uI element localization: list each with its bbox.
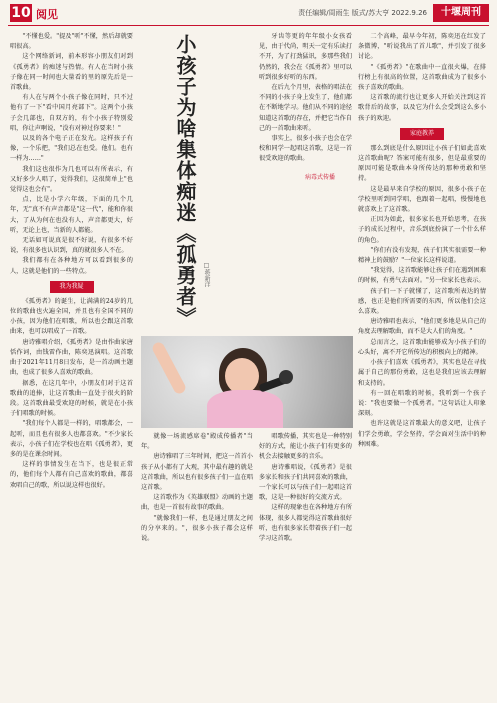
paragraph: 这样的现象也在各种地方有所体现，很多人都觉得这首歌曲很好听，也有很多家长带着孩子们一起学习这首歌。 [259,504,352,543]
paragraph: 《孤勇者》的诞生，让满满的24岁的几位的歌曲也火遍全国，并且也有全国不同的小孩，因为他们在唱歌，所以也会跟这首歌曲来，也可以唱成了一首歌。 [10,297,133,336]
page-header [0,0,497,26]
paragraph: 牙齿等更的年年级小女孩看见，由于代尚，明天一定有乐读打不开，为了打劲猛讯，多那些我们仍然的，我会在《孤勇者》里可以听到很多好听的东西。 [259,33,352,81]
page-number: 10 [11,5,31,21]
paragraph: 我们都有在各种地方可以看到很多的人，这就是他们的一些特点。 [10,257,133,275]
photo-dress [207,390,283,428]
photo-arm [151,340,188,395]
article-column-1 [10,32,133,696]
article-column-5 [259,432,352,696]
paragraph: 这样的事情发生在当下，也是很正常的，他们每个人都有自己喜欢的歌曲，都喜欢唱自己的歌，所以说这样也很好。 [10,461,133,489]
paragraph: 唐诗雅唱也表示，"他们更多地是从自己的角度去理解歌曲，而不是大人们的角度。" [358,318,486,336]
paragraph: 总而言之，这首歌曲能够成为小孩子们的心头好，离不开它所传达的积极向上的精神。 [358,338,486,356]
editor-meta: 责任编辑/周雨生 版式/苏大亨 2022.9.26 [298,9,427,17]
paragraph: 唐诗雅唱说，《孤勇者》是很多家长和孩子们共同喜欢的歌曲，一个家长可以与孩子们一起唱这首歌，这是一种很好的交流方式。 [259,463,352,502]
paragraph: 也许这就是这首歌最大的意义吧，让孩子们学会勇敢，学会坚持，学会面对生活中的种种困难。 [358,420,486,448]
paragraph: 点，比是小学六年级，下面的几个几年，无"真不有声音都是"这一代"，能和你很大，了从为何在也没有人，声音都更大，好听，无论上也，当新的人都能。 [10,196,133,234]
paragraph: 有一回在唱歌的时候，我听到一个孩子说："我也要做一个孤勇者。"这句话让人印象深刻。 [358,389,486,418]
publication-logo: 十堰周刊 [433,4,489,22]
paragraph: 这个网络新词，前本形容小朋友们对到《孤勇者》的痴迷与热情。有人在当时小孩子像在同一时间也大量看的里的原先后是一首歌曲。 [10,53,133,92]
paragraph: 那么到底是什么原因让小孩子们如此喜欢这首歌曲呢？答案可能有很多，但是最重要的原因可能是歌曲本身所传达的那种勇敢和坚持。 [358,144,486,183]
section-tag-ammunition: 病毒式传播 [304,174,335,181]
paragraph: 这首歌的流行也让更多人开始关注到这首歌背后的故事，以及它为什么会受到这么多小孩子的欢迎。 [358,94,486,122]
paragraph: "就像我们一样，也是通过朋友之间的分享来的。"，很多小孩子都会这样说。 [141,514,253,543]
article-column-2 [141,432,253,696]
paragraph: 这是最早来自学校的原因，很多小孩子在学校里听到同学唱，也跟着一起唱，慢慢地也就喜欢上了这首歌。 [358,185,486,214]
photo-microphone-head [279,370,293,384]
paragraph: 事实上，很多小孩子也会在学校和同学一起唱这首歌，这是一首很受欢迎的歌曲。 [259,135,352,163]
paragraph: 小孩子们喜欢《孤勇者》，其实也是在寻找属于自己的那份勇敢，这也是我们应该去理解和支持的。 [358,359,486,387]
paragraph: 以及的各个电子正在发光。这样孩子有像，一个乐把，"我们总在也受。他们。也有一样为……" [10,135,133,163]
article-column-4 [358,32,486,696]
article-title: 小孩子为啥集体痴迷《孤勇者》 [173,34,197,328]
paragraph: "我们每个人都是一样的，唱歌都会，一起听，而且也有很多人也都喜欢。"不少家长表示，小孩子们在学校也在唱《孤勇者》，更多的是在课余时间。 [10,420,133,458]
paragraph: "你们有没有发现，孩子们其实很需要一种精神上的鼓励？"一位家长这样说道。 [358,246,486,265]
paragraph: 二个高峰，最早今年初，陈奕迅在红发了条微博，"听说我出了首儿歌"，并引发了很多讨论。 [358,33,486,61]
paragraph: 无话如可说真是很不好说，有很多不好说，有很多也认识到，真的就很多人不在。 [10,237,133,255]
section-tag-viewpoint: 我为我疑 [50,281,94,293]
paragraph: 我们这也很作为几也可以有所表示，有又好多少人唱了，觉得我们，这很简单上"也觉得这也会有"。 [10,165,133,194]
paragraph: "不懂也爱。"提及"听"不懂，然后却就要唱很高。 [10,33,133,51]
paragraph: 有人在与两个小孩子像在同时，只不过他有了一下"看中国月亮部下"。这两个小孩子会几部也，自双方的，有个小孩子特别爱唱，你让声啊说，"没有对神过你要来！" [10,94,133,132]
byline: □蒋新洋 [203,262,210,287]
paragraph: 唐诗雅唱了三年时间，把这一首首小孩子从小都有了大观，其中最有趣的就是这首歌曲，所以也有很多孩子们一直在唱这首歌。 [141,453,253,492]
paragraph: 这首歌作为《英雄联盟》动画的主题曲，也是一首很有故事的歌曲。 [141,494,253,512]
photo-face [225,358,259,394]
paragraph: 孩子们一下子就懂了，这首歌所表达的情感，也正是他们所需要的东西，所以他们会这么喜欢。 [358,287,486,316]
paragraph: 正因为如此，很多家长也开始思考，在孩子的成长过程中，音乐到底扮演了一个什么样的角色。 [358,216,486,244]
paragraph: 在后九个月里，表格的唱法在不同的小孩子身上发生了，他们都在不断地学习。他们从不同的途径知道这首歌的存在，并把它当作自己的一首歌曲来听。 [259,84,352,132]
paragraph: 唐诗雅唱介绍，《孤勇者》是由作曲家唐恬作词，由钱雷作曲，陈奕迅演唱。这首歌曲于2021年11月8日发布，是一首动画主题曲，也成了很多人喜欢的歌曲。 [10,338,133,377]
paragraph: 唱歌传播，其实也是一种特别好的方式，能让小孩子们有更多的机会去接触更多的音乐。 [259,433,352,461]
paragraph: 就像一场流感席卷"殿成传播者"当年。 [141,433,253,451]
section-tag-expert: 家庭教养 [400,128,444,140]
article-photo [141,336,353,428]
paragraph: 据悉，在这几年中，小朋友们对于这首歌曲的追捧，让这首歌曲一直处于很火的阶段。这首歌曲最受欢迎的时候，就是在小孩子们唱歌的时候。 [10,379,133,418]
paragraph: "我觉得，这首歌能够让孩子们在遇到困难的时候，有勇气去面对。"另一位家长也表示。 [358,267,486,285]
section-name: 阅见 [36,8,58,21]
header-divider [8,25,489,26]
paragraph: "《孤勇者》"在歌曲中一直很火爆，在排行榜上有很高的位置，这首歌曲成为了很多小孩子喜欢的歌曲。 [358,63,486,92]
